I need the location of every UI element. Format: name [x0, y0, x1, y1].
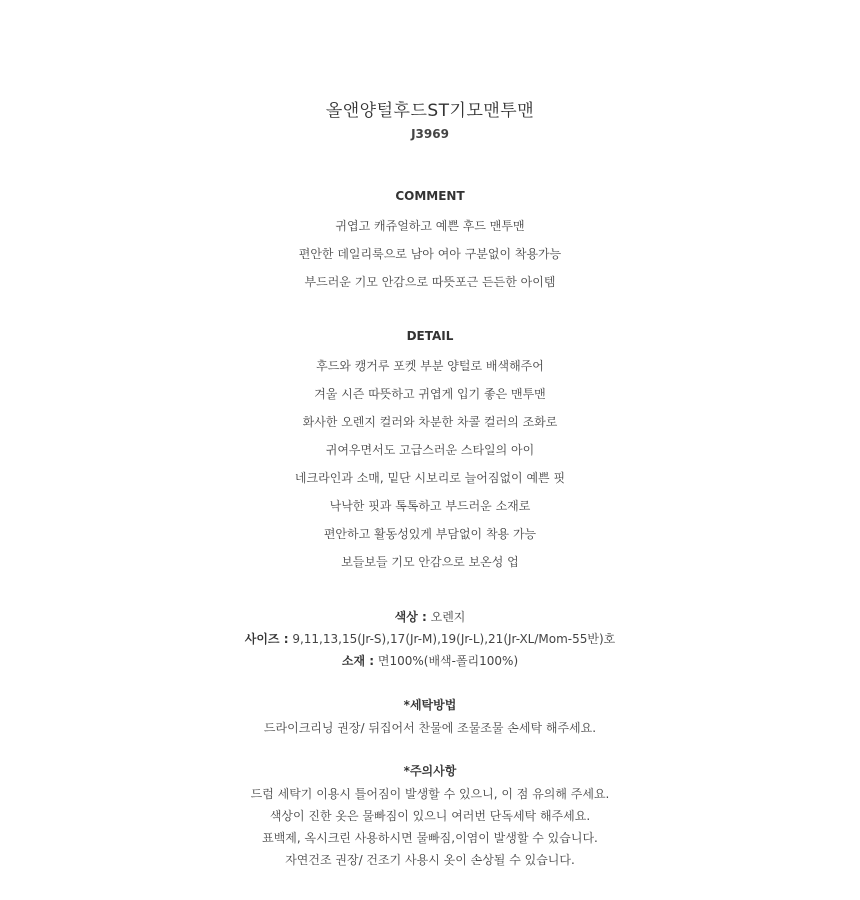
caution-line: 표백제, 옥시크린 사용하시면 물빠짐,이염이 발생할 수 있습니다. — [262, 831, 598, 845]
caution-line: 드럼 세탁기 이용시 틀어짐이 발생할 수 있으니, 이 점 유의해 주세요. — [250, 787, 610, 801]
washing-heading: *세탁방법 — [403, 698, 457, 712]
detail-heading: DETAIL — [406, 329, 454, 343]
caution-line: 자연건조 권장/ 건조기 사용시 옷이 손상될 수 있습니다. — [285, 853, 575, 867]
comment-line: 편안한 데일리룩으로 남아 여아 구분없이 착용가능 — [298, 247, 562, 261]
detail-line: 보들보들 기모 안감으로 보온성 업 — [341, 555, 519, 569]
detail-line: 후드와 캥거루 포켓 부분 양털로 배색해주어 — [316, 359, 544, 373]
size-value: 9,11,13,15(Jr-S),17(Jr-M),19(Jr-L),21(Jr-XL/Mom-55반)호 — [292, 632, 616, 646]
detail-line: 편안하고 활동성있게 부담없이 착용 가능 — [323, 527, 537, 541]
detail-line: 화사한 오렌지 컬러와 차분한 차콜 컬러의 조화로 — [302, 415, 558, 429]
color-value: 오렌지 — [430, 610, 466, 624]
comment-line: 귀엽고 캐쥬얼하고 예쁜 후드 맨투맨 — [335, 219, 525, 233]
washing-line: 드라이크리닝 권장/ 뒤집어서 찬물에 조물조물 손세탁 해주세요. — [263, 721, 597, 735]
material-value: 면100%(배색-폴리100%) — [377, 654, 519, 668]
product-code: J3969 — [411, 127, 449, 141]
detail-line: 낙낙한 핏과 톡톡하고 부드러운 소재로 — [329, 499, 531, 513]
detail-line: 귀여우면서도 고급스러운 스타일의 아이 — [325, 443, 535, 457]
comment-heading: COMMENT — [395, 189, 465, 203]
product-title: 올앤양털후드ST기모맨투맨 — [325, 101, 535, 121]
color-label: 색상 : — [394, 610, 427, 624]
detail-line: 겨울 시즌 따뜻하고 귀엽게 입기 좋은 맨투맨 — [314, 387, 546, 401]
material-spec — [0, 652, 860, 669]
color-spec — [0, 608, 860, 625]
comment-line: 부드러운 기모 안감으로 따뜻포근 든든한 아이템 — [304, 275, 556, 289]
detail-line: 네크라인과 소매, 밑단 시보리로 늘어짐없이 예쁜 핏 — [294, 471, 566, 485]
material-label: 소재 : — [341, 654, 375, 668]
caution-line: 색상이 진한 옷은 물빠짐이 있으니 여러번 단독세탁 해주세요. — [269, 809, 591, 823]
size-label: 사이즈 : — [244, 632, 289, 646]
caution-heading: *주의사항 — [403, 764, 457, 778]
size-spec — [0, 630, 860, 647]
